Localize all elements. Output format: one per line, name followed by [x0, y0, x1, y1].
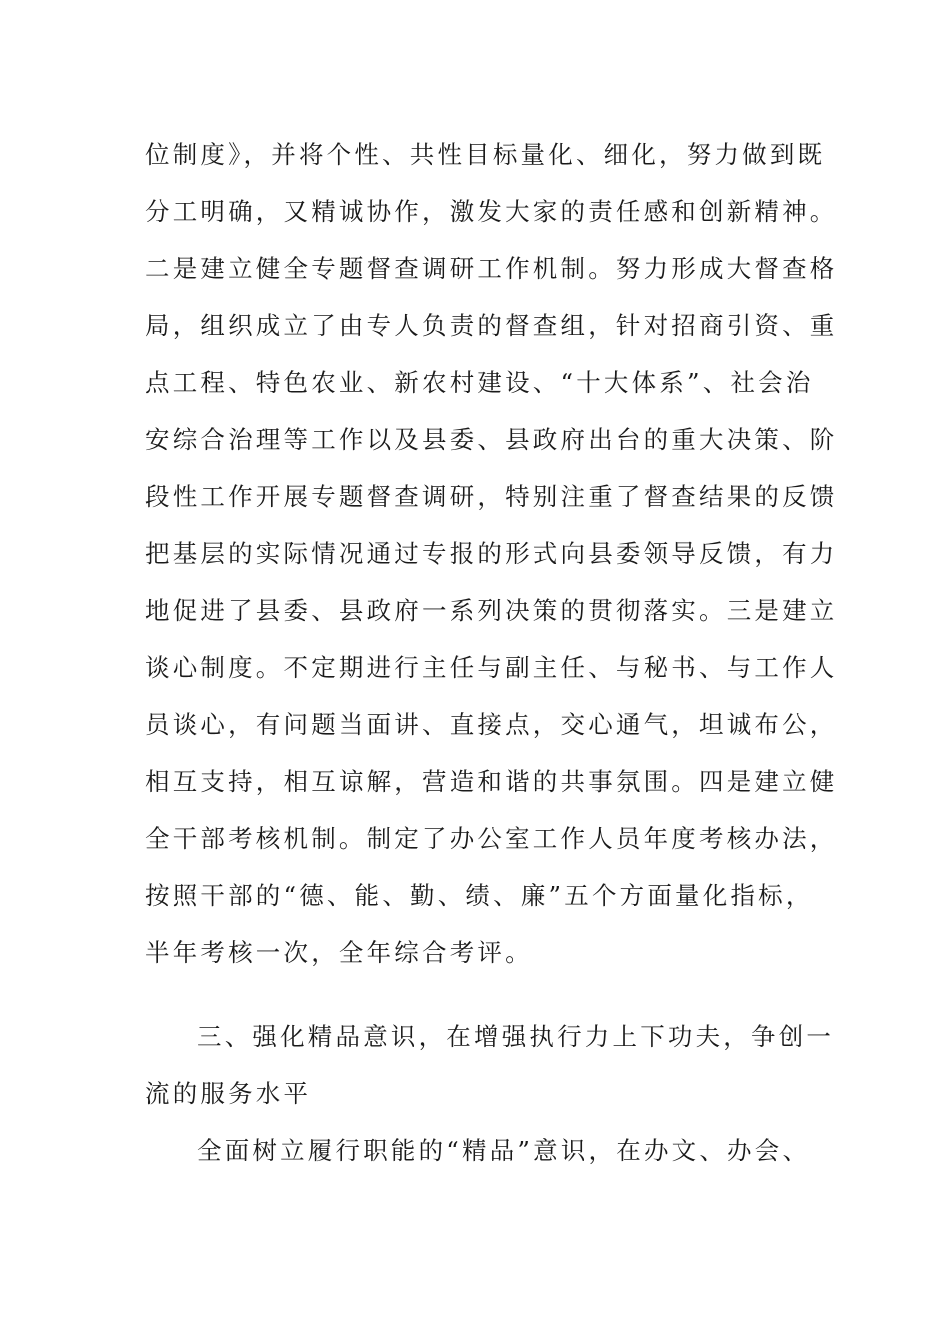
text-line: 谈心制度。不定期进行主任与副主任、与秘书、与工作人 — [145, 653, 838, 682]
paragraph-body — [145, 126, 838, 981]
text-line: 段性工作开展专题督查调研，特别注重了督查结果的反馈 — [145, 482, 838, 511]
text-line: 相互支持，相互谅解，营造和谐的共事氛围。四是建立健 — [145, 767, 838, 796]
paragraph-body — [145, 1122, 810, 1179]
text-line: 员谈心，有问题当面讲、直接点，交心通气，坦诚布公， — [145, 710, 838, 739]
text-line: 把基层的实际情况通过专报的形式向县委领导反馈，有力 — [145, 539, 838, 568]
text-line: 按照干部的“德、能、勤、绩、廉”五个方面量化指标， — [145, 881, 814, 910]
text-line: 点工程、特色农业、新农村建设、“十大体系”、社会治 — [145, 368, 814, 397]
heading-line: 三、强化精品意识，在增强执行力上下功夫，争创一 — [197, 1022, 835, 1051]
text-line: 位制度》，并将个性、共性目标量化、细化，努力做到既 — [145, 140, 826, 169]
text-line: 全干部考核机制。制定了办公室工作人员年度考核办法， — [145, 824, 838, 853]
text-line: 半年考核一次，全年综合考评。 — [145, 938, 533, 967]
text-line: 二是建立健全专题督查调研工作机制。努力形成大督查格 — [145, 254, 838, 283]
text-line: 地促进了县委、县政府一系列决策的贯彻落实。三是建立 — [145, 596, 838, 625]
section-heading — [145, 1008, 835, 1122]
text-line: 局，组织成立了由专人负责的督查组，针对招商引资、重 — [145, 311, 838, 340]
text-line: 分工明确，又精诚协作，激发大家的责任感和创新精神。 — [145, 197, 838, 226]
text-line: 全面树立履行职能的“精品”意识，在办文、办会、 — [197, 1136, 811, 1165]
text-line: 安综合治理等工作以及县委、县政府出台的重大决策、阶 — [145, 425, 838, 454]
heading-line: 流的服务水平 — [145, 1079, 312, 1108]
